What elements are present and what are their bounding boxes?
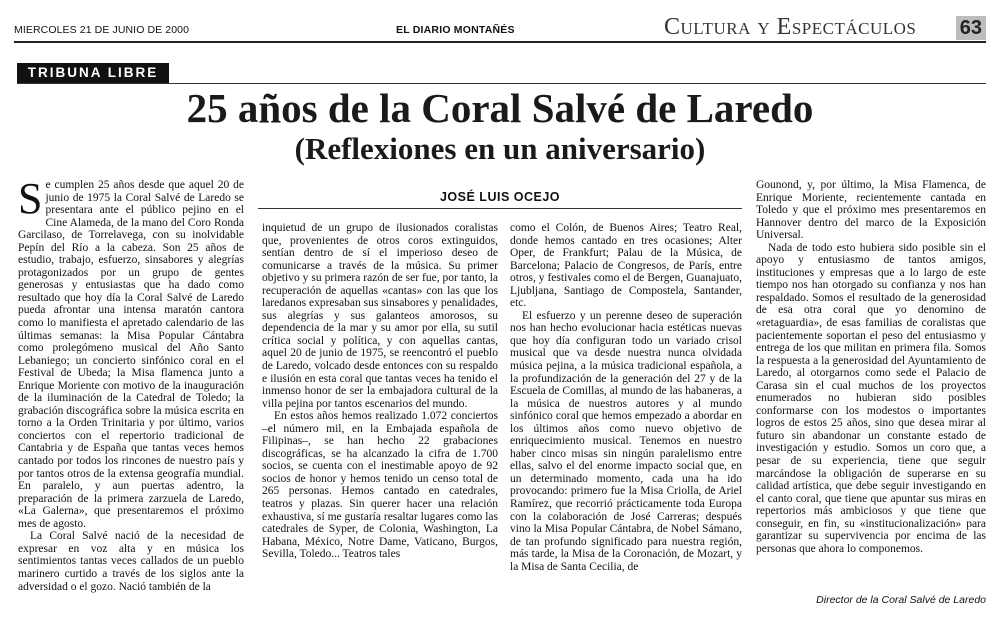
section-title: Cultura y Espectáculos	[664, 14, 917, 40]
article-column-4	[756, 179, 986, 555]
article-column-2	[262, 222, 498, 561]
subheadline: (Reflexiones en un aniversario)	[294, 131, 706, 166]
issue-date: MIERCOLES 21 DE JUNIO DE 2000	[14, 24, 190, 36]
article-column-1	[18, 174, 244, 593]
paragraph: El esfuerzo y un perenne deseo de superación nos han hecho evolucionar hacia estéticas nuevas que hoy día configuran todo un variado crisol musical que va desde nuestra nunca olvidada música pejina, a la música tradicional española, a la profundización de la generación del 27 y de la Escuela de Comillas, al mundo de las habaneras, a la música de nuestros autores y al mundo sinfónico coral que hemos empezado a abordar en los últimos años como nuevo objetivo de enriquecimiento musical. Tenemos en nuestro haber cinco misas sin ningún paralelismo entre ellas, salvo el del enorme impacto social que, en un determinado momento, cada una ha ido provocando: primero fue la Misa Criolla, de Ariel Ramírez, que recorrió prácticamente toda Europa con la colaboración de José Carreras; después vino la Misa Popular Cántabra, de Nobel Sámano, de tan profundo significado para nuestra región, más tarde, la Misa de la Coronación, de Mozart, y la Misa de Santa Cecilia, de	[510, 309, 742, 573]
headline: 25 años de la Coral Salvé de Laredo	[186, 85, 814, 131]
newspaper-name: EL DIARIO MONTAÑÉS	[396, 24, 515, 36]
paragraph: Gounond, y, por último, la Misa Flamenca, de Enrique Moriente, recientemente cantada en Toledo y que el próximo mes presentaremos en Hannover dentro del marco de la Exposición Universal.	[756, 179, 986, 242]
paragraph: La Coral Salvé nació de la necesidad de expresar en voz alta y en música los sentimientos tantas veces callados de un pueblo marinero curtido a través de los siglos ante la adversidad o el gozo. Nació también de la	[18, 530, 244, 593]
paragraph: como el Colón, de Buenos Aires; Teatro Real, donde hemos cantado en tres ocasiones; Alter Oper, de Frankfurt; Palau de la Música, de Barcelona; Palacio de Congresos, de París, entre otros, y festivales como el de Bergen, Guanajuato, Ljubljana, Santiago de Compostela, Santander, etc.	[510, 222, 742, 310]
byline-rule	[258, 208, 742, 209]
paragraph-text: e cumplen 25 años desde que aquel 20 de junio de 1975 la Coral Salvé de Laredo se presentara ante el público pejino en el Cine Alameda, de la mano del Coro Ronda Garcilaso, de Torrelavega, con su inolvidable Pepín del Río a la cabeza. Son 25 años de estudio, trabajo, esfuerzo, sinsabores y alegrías protagonizados por un grupo de gentes generosas y entusiastas que ha dado como resultado que hoy día la Coral Salvé de Laredo pueda afrontar una intensa maratón cantora como lo manifiesta el apretado calendario de las últimas semanas: la Misa Popular Cántabra como prolegómeno musical del Año Santo Lebaniego; un concierto sinfónico coral en el Festival de Ubeda; la Misa flamenca junto a Enrique Moriente con motivo de la inauguración de la iluminación de la Catedral de Toledo; la grabación discográfica sobre la música escrita en torno a la Orden Trinitaria y por último, varios conciertos con el repertorio tradicional de Cantabria y de España que tantas veces hemos cantado por todos los rincones de nuestro país y por tantos otros de la extensa geografía mundial. En paralelo, y aun puertas adentro, la preparación de la primera zarzuela de Laredo, «La Galerna», que presentaremos el próximo mes de agosto.	[18, 179, 244, 530]
paragraph	[18, 174, 244, 530]
article-column-3	[510, 222, 742, 573]
dropcap: S	[18, 174, 43, 223]
page-number: 63	[956, 16, 986, 40]
kicker-label: TRIBUNA LIBRE	[17, 63, 169, 83]
masthead	[14, 10, 986, 44]
paragraph: Nada de todo esto hubiera sido posible sin el apoyo y entusiasmo de tantos amigos, instituciones y empresas que a lo largo de este tiempo nos han otorgado su confianza y nos han respaldado. Somos el resultado de la generosidad de esa otra coral que yo denomino de «retaguardia», de esas familias de coralistas que pacientemente soportan el peso del entusiasmo y entrega de los que militan en primera fila. Somos la respuesta a la generosidad del Ayuntamiento de Laredo, al otorgarnos como sede el Palacio de Carasa sin el cual muchos de los proyectos enumerados no hubieran sido posibles conformarse con los modestos o importantes logros de estos 25 años, sino que desea mirar al futuro sin abandonar un constante estado de investigación y estudio. Somos un coro que, a pesar de su experiencia, tiene que seguir marcándose la obligación de superarse en su calidad artística, que debe seguir investigando en el canto coral, que tiene que apuntar sus miras en repertorios más ambiciosos y que tiene que conseguir, en fin, su «institucionalización» para garantizar su supervivencia por encima de las personas que ahora lo componemos.	[756, 241, 986, 555]
paragraph: inquietud de un grupo de ilusionados coralistas que, provenientes de otros coros extinguidos, sentían dentro de sí el imperioso deseo de comunicarse a través de la música. Su primer objetivo y su primera razón de ser fue, por tanto, la recuperación de aquellas «cantas» con las que los laredanos expresaban sus sinsabores y penalidades, sus alegrías y sus galanteos amorosos, su dependencia de la mar y su amor por ella, su sutil crítica social y política, y con aquellas cantas, aquel 20 de junio de 1975, se reencontró el pueblo de Laredo, volcado desde entonces con su respaldo e ilusión en esta coral que tantas veces ha tenido el inmenso honor de ser la embajadora cultural de la villa pejina por tantos escenarios del mundo.	[262, 222, 498, 410]
byline: JOSÉ LUIS OCEJO	[439, 190, 561, 204]
author-signature: Director de la Coral Salvé de Laredo	[816, 594, 986, 606]
paragraph: En estos años hemos realizado 1.072 conciertos –el número mil, en la Embajada española de Filipinas–, se han hecho 22 grabaciones discográficas, se ha alcanzado la cifra de 1.700 socios, se cuenta con el inestimable apoyo de 92 socios de honor y hemos tenido un censo total de 265 personas. Hemos cantado en catedrales, teatros y plazas. Sin querer hacer una relación exhaustiva, sí me gustaría resaltar lugares como las catedrales de Syper, de Colonia, Washington, La Habana, México, Notre Dame, Vaticano, Burgos, Sevilla, Toledo... Teatros tales	[262, 410, 498, 561]
masthead-rule	[14, 41, 986, 43]
